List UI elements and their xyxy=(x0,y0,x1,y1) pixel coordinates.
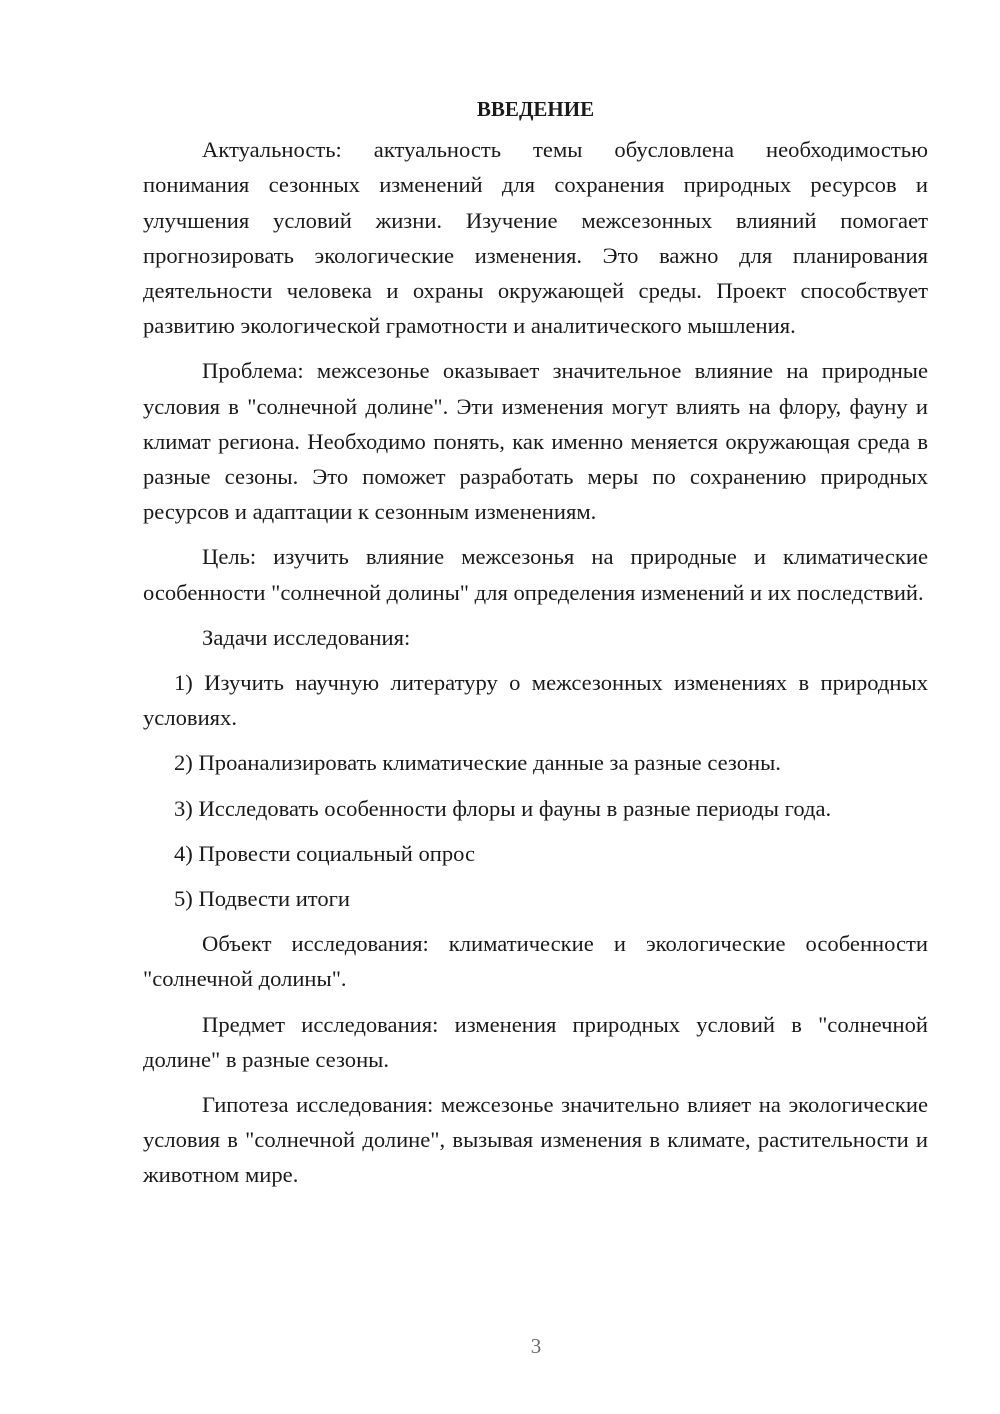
task-item: 5) Подвести итоги xyxy=(174,886,351,912)
subject-paragraph: Предмет исследования: изменения природных условий в "солнечной долине" в разные сезоны. xyxy=(143,1011,928,1072)
goal-paragraph: Цель: изучить влияние межсезонья на природные и климатические особенности "солнечной долины" для определения изменений и их последствий. xyxy=(143,544,928,605)
page-title: ВВЕДЕНИЕ xyxy=(476,97,595,121)
tasks-heading: Задачи исследования: xyxy=(202,624,411,650)
hypothesis-paragraph: Гипотеза исследования: межсезонье значительно влияет на экологические условия в "солнечной долине", вызывая изменения в климате, растительности и животном мире. xyxy=(143,1092,928,1188)
relevance-paragraph: Актуальность: актуальность темы обусловлена необходимостью понимания сезонных изменений для сохранения природных ресурсов и улучшения условий жизни. Изучение межсезонных влияний помогает прогнозировать экологические изменения. Это важно для планирования деятельности человека и охраны окружающей среды. Проект способствует развитию экологической грамотности и аналитического мышления. xyxy=(143,137,928,339)
page-number: 3 xyxy=(530,1334,542,1358)
task-item: 1) Изучить научную литературу о межсезонных изменениях в природных условиях. xyxy=(143,670,928,731)
task-item: 2) Проанализировать климатические данные за разные сезоны. xyxy=(174,750,781,776)
object-paragraph: Объект исследования: климатические и экологические особенности "солнечной долины". xyxy=(143,931,928,992)
problem-paragraph: Проблема: межсезонье оказывает значительное влияние на природные условия в "солнечной долине". Эти изменения могут влиять на флору, фауну и климат региона. Необходимо понять, как именно меняется окружающая среда в разные сезоны. Это поможет разработать меры по сохранению природных ресурсов и адаптации к сезонным изменениям. xyxy=(143,358,928,525)
task-item: 4) Провести социальный опрос xyxy=(174,840,476,866)
task-item: 3) Исследовать особенности флоры и фауны в разные периоды года. xyxy=(174,795,832,821)
document-page xyxy=(143,92,928,1203)
